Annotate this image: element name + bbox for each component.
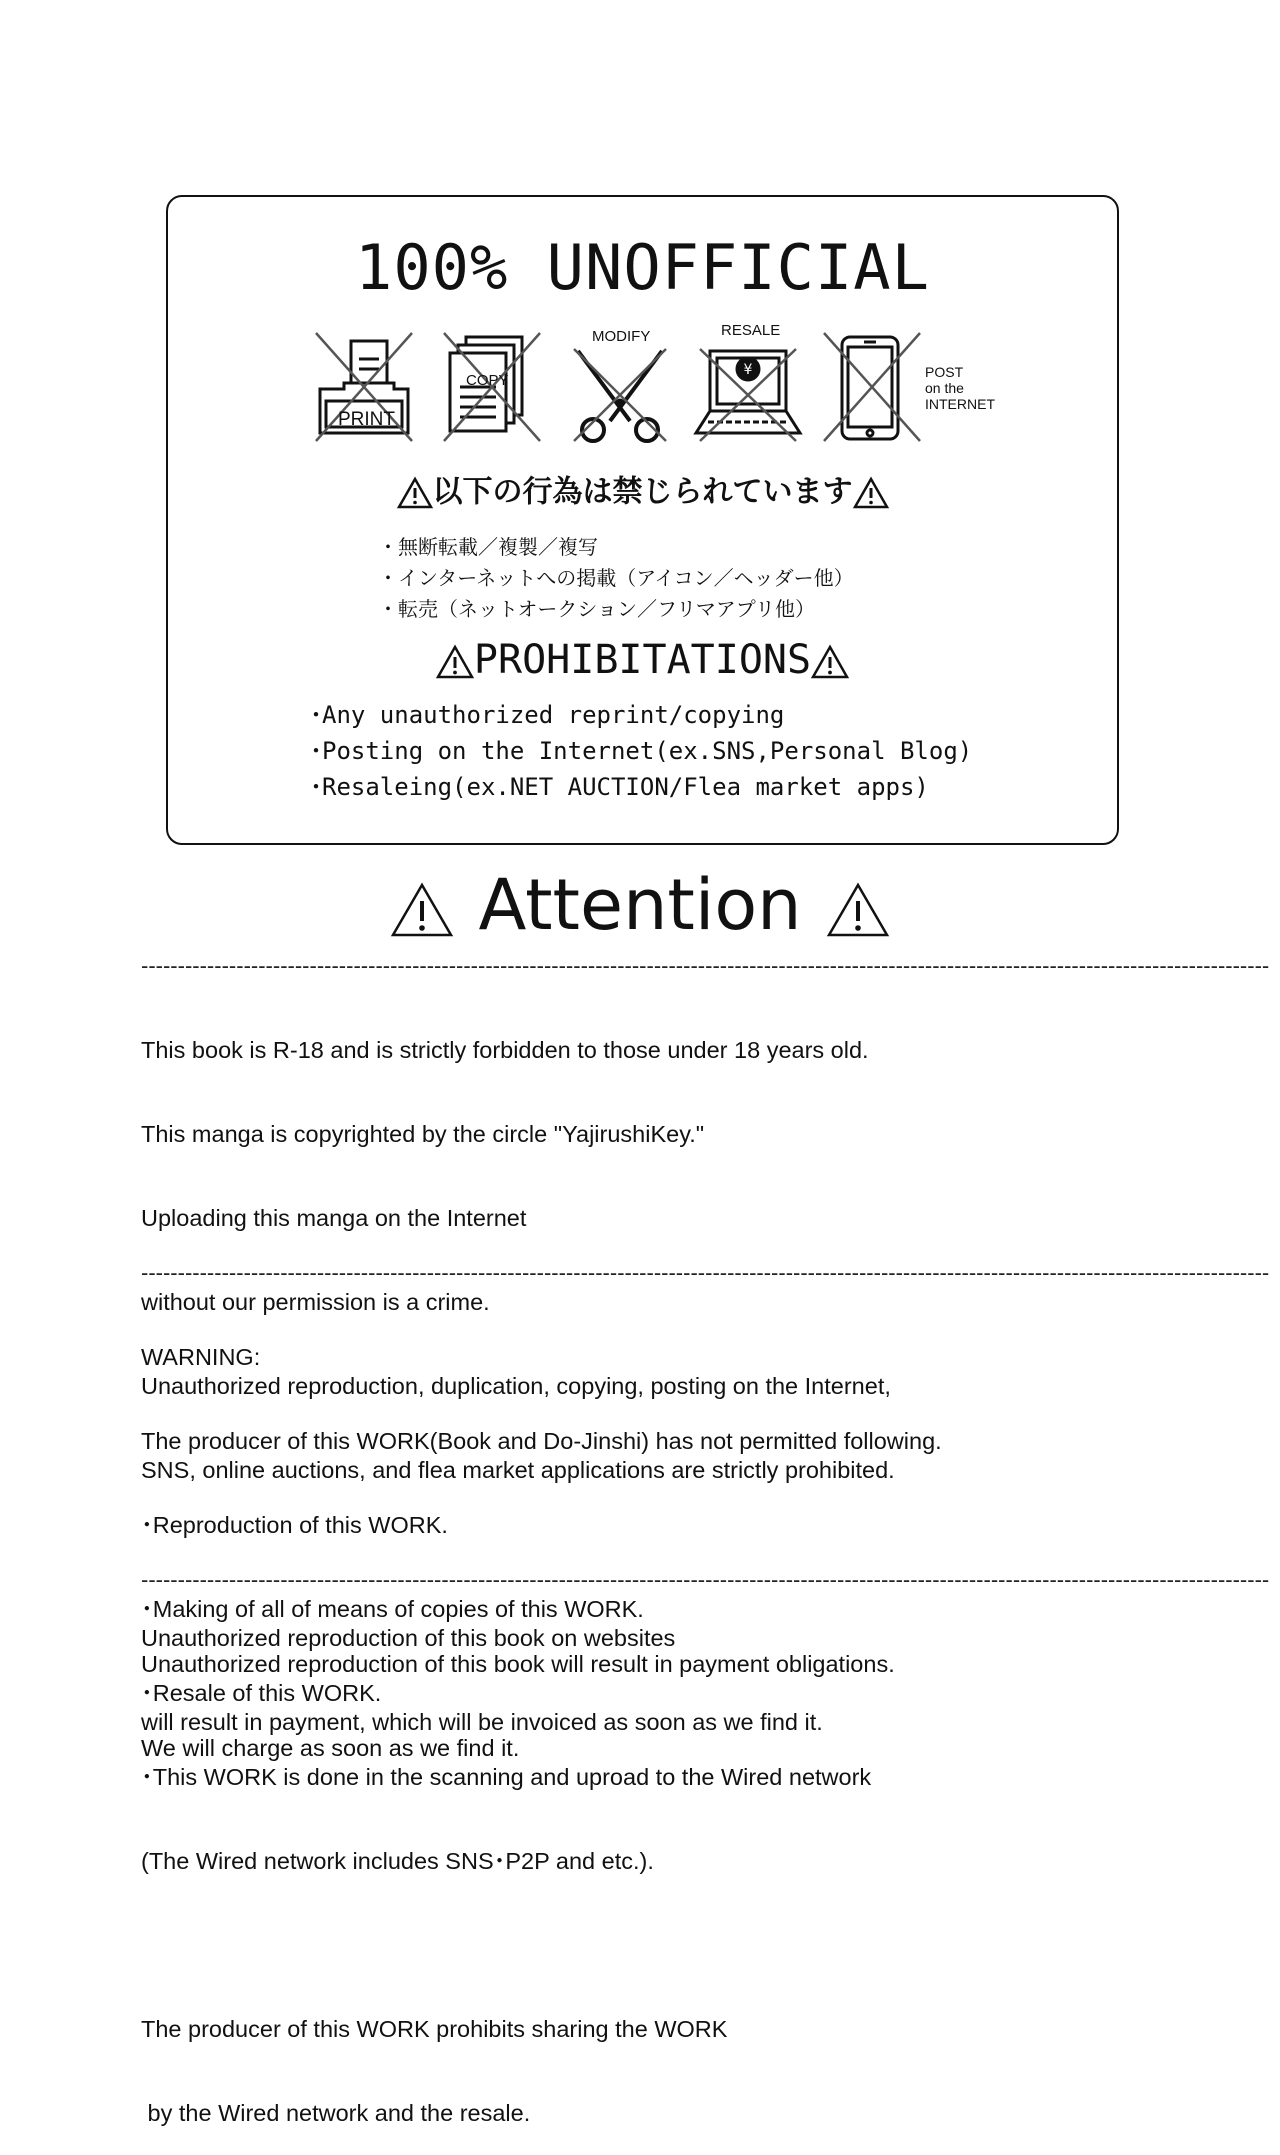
svg-text:¥: ¥ xyxy=(743,362,753,378)
dashed-divider: ---------------------------------------------------------------------------------------------------------------------------------------------------------- xyxy=(141,1260,1270,1285)
text-line: We will charge as soon as we find it. xyxy=(141,1735,520,1761)
dashed-divider: ---------------------------------------------------------------------------------------------------------------------------------------------------------- xyxy=(141,953,1270,978)
list-item: ･Posting on the Internet(ex.SNS,Personal Blog) xyxy=(310,737,973,765)
warning-icon xyxy=(811,645,849,679)
text-line: by the Wired network and the resale. xyxy=(141,2100,531,2126)
jp-prohibitions-list xyxy=(378,532,854,625)
text-line: WARNING: xyxy=(141,1344,261,1370)
jp-heading-text: 以下の行為は禁じられています xyxy=(432,474,853,510)
post-label-line3: INTERNET xyxy=(925,396,995,412)
text-line: SNS, online auctions, and flea market applications are strictly prohibited. xyxy=(141,1457,895,1483)
text-line: The producer of this WORK(Book and Do-Jinshi) has not permitted following. xyxy=(141,1428,942,1454)
jp-prohibitions-heading xyxy=(168,474,1117,510)
text-line: will result in payment, which will be invoiced as soon as we find it. xyxy=(141,1709,823,1735)
warning-icon xyxy=(826,882,890,938)
text-line: Unauthorized reproduction, duplication, copying, posting on the Internet, xyxy=(141,1373,891,1399)
text-line: Unauthorized reproduction of this book will result in payment obligations. xyxy=(141,1651,895,1677)
warning-icon xyxy=(390,882,454,938)
copy-label: COPY xyxy=(466,372,509,389)
dashed-divider: ---------------------------------------------------------------------------------------------------------------------------------------------------------- xyxy=(141,1567,1270,1592)
computer-yen-icon xyxy=(696,351,800,433)
en-prohibitions-heading xyxy=(168,637,1117,683)
text-line: ･Reproduction of this WORK. xyxy=(141,1512,448,1538)
unofficial-title: 100% UNOFFICIAL xyxy=(355,231,930,304)
en-heading-text: PROHIBITATIONS xyxy=(473,637,812,683)
payment-notice xyxy=(141,1594,1151,1790)
prohibition-notice-box xyxy=(166,195,1119,845)
print-label: PRINT xyxy=(338,409,395,430)
warning-icon xyxy=(397,477,433,509)
text-line: Uploading this manga on the Internet xyxy=(141,1205,527,1231)
prohibited-actions-icons xyxy=(316,322,1016,449)
modify-label: MODIFY xyxy=(592,328,651,345)
text-line: The producer of this WORK prohibits sharing the WORK xyxy=(141,2016,728,2042)
text-line: This manga is copyrighted by the circle "YajirushiKey." xyxy=(141,1121,705,1147)
list-item: ･Resaleing(ex.NET AUCTION/Flea market apps) xyxy=(310,773,929,801)
attention-title: Attention xyxy=(478,864,802,946)
resale-label: RESALE xyxy=(721,322,781,339)
post-label-line1: POST xyxy=(925,364,964,380)
warning-icon xyxy=(436,645,474,679)
text-line xyxy=(141,1931,1151,1959)
post-label-line2: on the xyxy=(925,380,964,396)
list-item: ・インターネットへの掲載（アイコン／ヘッダー他） xyxy=(378,566,854,590)
en-prohibitions-list xyxy=(310,697,972,805)
list-item: ・転売（ネットオークション／フリマアプリ他） xyxy=(378,597,815,621)
list-item: ･Any unauthorized reprint/copying xyxy=(310,701,785,729)
warning-icon xyxy=(853,477,889,509)
text-line: Unauthorized reproduction of this book on websites xyxy=(141,1625,676,1651)
text-line: This book is R-18 and is strictly forbidden to those under 18 years old. xyxy=(141,1037,869,1063)
text-line: ･Making of all of means of copies of this WORK. xyxy=(141,1596,644,1622)
text-line: (The Wired network includes SNS･P2P and etc.). xyxy=(141,1848,654,1874)
text-line: ･This WORK is done in the scanning and uproad to the Wired network xyxy=(141,1764,872,1790)
attention-heading xyxy=(0,864,1280,946)
list-item: ・無断転載／複製／複写 xyxy=(378,535,598,559)
text-line: without our permission is a crime. xyxy=(141,1289,490,1315)
text-line: ･Resale of this WORK. xyxy=(141,1680,382,1706)
